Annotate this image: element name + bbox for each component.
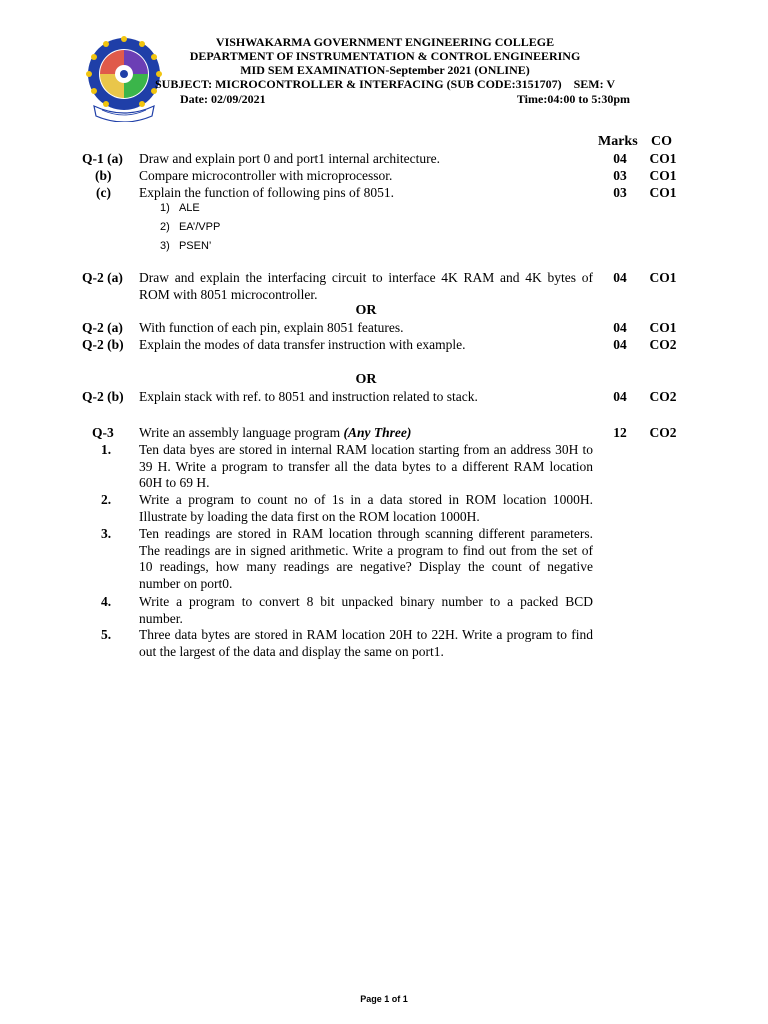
- question-number: (c): [96, 185, 111, 200]
- question-co: CO1: [649, 320, 677, 335]
- question-co: CO1: [649, 168, 677, 183]
- exam-time: Time:04:00 to 5:30pm: [516, 92, 630, 106]
- date-time-row: [180, 92, 630, 107]
- program-item-text: Write a program to convert 8 bit unpacked binary number to a packed BCD number.: [139, 594, 593, 626]
- page-number: Page 1 of 1: [360, 994, 408, 1004]
- program-item-text: Write a program to count no of 1s in a data stored in ROM location 1000H. Illustrate by loading the data first on the ROM location 1000H.: [139, 492, 593, 524]
- question-marks: 03: [613, 168, 627, 183]
- question-number: Q-1 (a): [82, 151, 123, 166]
- question-text: Explain the function of following pins of 8051.: [139, 185, 394, 200]
- program-item-text: Three data bytes are stored in RAM location 20H to 22H. Write a program to find out the largest of the data and display the same on port1.: [139, 627, 593, 659]
- program-item-number: 4.: [100, 594, 112, 609]
- question-text: Draw and explain port 0 and port1 internal architecture.: [139, 151, 441, 166]
- question-number: Q-2 (a): [82, 320, 123, 335]
- or-separator: OR: [355, 303, 377, 318]
- question-text: Write an assembly language program (Any Three): [139, 425, 412, 440]
- program-item-number: 3.: [100, 526, 112, 541]
- question-marks: 04: [613, 151, 627, 166]
- question-text: With function of each pin, explain 8051 features.: [139, 320, 404, 335]
- co-column-header: CO: [651, 134, 672, 149]
- question-marks: 12: [613, 425, 627, 440]
- question-marks: 03: [613, 185, 627, 200]
- question-marks: 04: [613, 320, 627, 335]
- question-text: Explain the modes of data transfer instruction with example.: [139, 337, 466, 352]
- pin-list-item: 3) PSEN’: [160, 240, 212, 252]
- question-co: CO2: [649, 389, 677, 404]
- program-item-number: 1.: [100, 442, 112, 457]
- question-number: Q-2 (b): [82, 389, 124, 404]
- program-item-number: 2.: [100, 492, 112, 507]
- subject-line: SUBJECT: MICROCONTROLLER & INTERFACING (SUB CODE:3151707) SEM: V: [154, 77, 616, 91]
- or-separator: OR: [355, 372, 377, 387]
- question-co: CO2: [649, 425, 677, 440]
- exam-date: Date: 02/09/2021: [180, 92, 266, 106]
- question-number: Q-2 (b): [82, 337, 124, 352]
- question-number: Q-3: [92, 425, 114, 440]
- question-co: CO1: [649, 151, 677, 166]
- pin-list-item: 2) EA’/VPP: [160, 221, 221, 233]
- question-text: Compare microcontroller with microprocessor.: [139, 168, 393, 183]
- question-number: Q-2 (a): [82, 270, 123, 285]
- pin-list-item: 1) ALE: [160, 202, 200, 214]
- question-text: Draw and explain the interfacing circuit to interface 4K RAM and 4K bytes of ROM with 8051 microcontroller.: [139, 270, 593, 302]
- department-name: DEPARTMENT OF INSTRUMENTATION & CONTROL ENGINEERING: [189, 49, 581, 63]
- college-name: VISHWAKARMA GOVERNMENT ENGINEERING COLLEGE: [215, 35, 555, 49]
- question-text: Explain stack with ref. to 8051 and instruction related to stack.: [139, 389, 478, 404]
- question-marks: 04: [613, 270, 627, 285]
- question-emphasis: (Any Three): [343, 425, 412, 440]
- question-marks: 04: [613, 389, 627, 404]
- program-item-text: Ten data byes are stored in internal RAM location starting from an address 30H to 39 H. Write a program to transfer all the data bytes to a different RAM location 60H to 69 H.: [139, 442, 593, 491]
- question-co: CO2: [649, 337, 677, 352]
- question-co: CO1: [649, 185, 677, 200]
- question-number: (b): [95, 168, 112, 183]
- question-co: CO1: [649, 270, 677, 285]
- question-marks: 04: [613, 337, 627, 352]
- marks-column-header: Marks: [598, 134, 638, 149]
- program-item-number: 5.: [100, 627, 112, 642]
- exam-title: MID SEM EXAMINATION-September 2021 (ONLINE): [240, 63, 530, 77]
- program-item-text: Ten readings are stored in RAM location through scanning different parameters. The readings are in signed arithmetic. Write a program to find out from the set of 10 readings, how many readings are negative? Display the count of negative number on port0.: [139, 526, 593, 591]
